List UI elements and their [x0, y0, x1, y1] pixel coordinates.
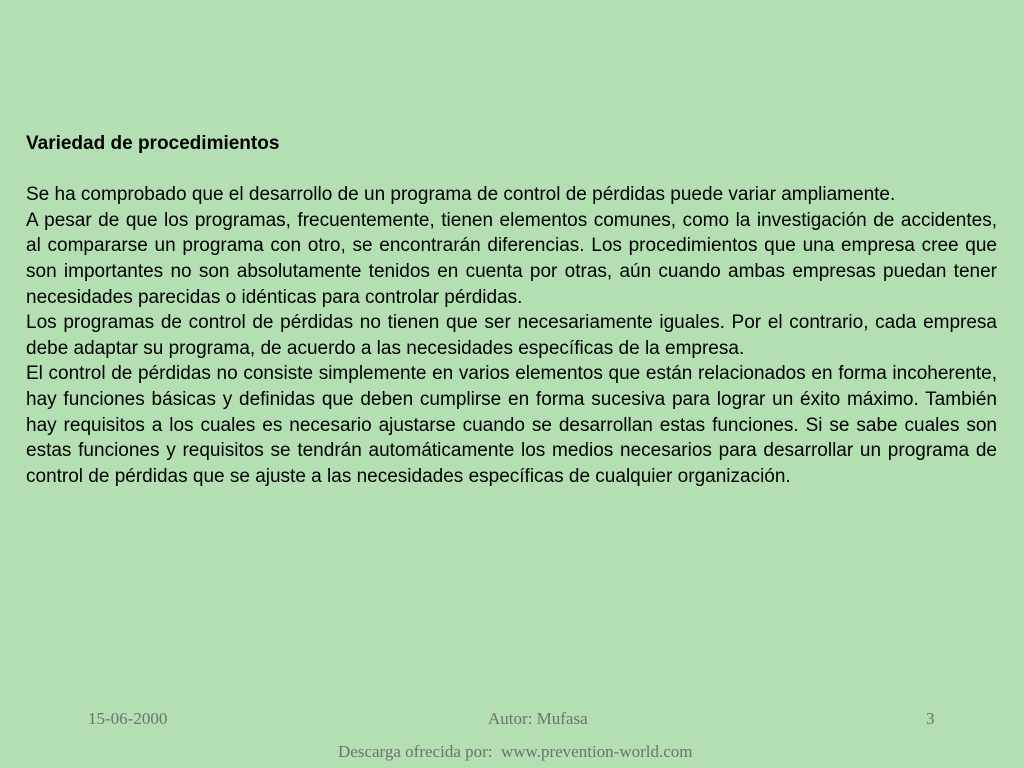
footer-date: 15-06-2000 [88, 709, 168, 728]
paragraph: Los programas de control de pérdidas no tienen que ser necesariamente iguales. Por el contrario, cada empresa debe adaptar su programa, de acuerdo a las necesidades específicas de la empresa. [26, 312, 997, 359]
paragraph: A pesar de que los programas, frecuentemente, tienen elementos comunes, como la investigación de accidentes, al compararse un programa con otro, se encontrarán diferencias. Los procedimientos que una empresa cree que son importantes no son absolutamente tenidos en cuenta por otras, aún cuando ambas empresas puedan tener necesidades parecidas o idénticas para controlar pérdidas. [26, 209, 997, 308]
slide-heading: Variedad de procedimientos [26, 133, 280, 154]
paragraph: Se ha comprobado que el desarrollo de un programa de control de pérdidas puede variar ampliamente. [26, 184, 896, 206]
footer-author: Autor: Mufasa [488, 709, 588, 728]
paragraph: El control de pérdidas no consiste simplemente en varios elementos que están relacionados en forma incoherente, hay funciones básicas y definidas que deben cumplirse en forma sucesiva para lograr un éxito máximo. También hay requisitos a los cuales es necesario ajustarse cuando se desarrollan estas funciones. Si se sabe cuales son estas funciones y requisitos se tendrán automáticamente los medios necesarios para desarrollar un programa de control de pérdidas que se ajuste a las necesidades específicas de cualquier organización. [26, 363, 997, 487]
footer-page-number: 3 [926, 709, 935, 728]
footer-download-credit: Descarga ofrecida por: www.prevention-world.com [338, 742, 693, 761]
slide-content [26, 131, 997, 586]
